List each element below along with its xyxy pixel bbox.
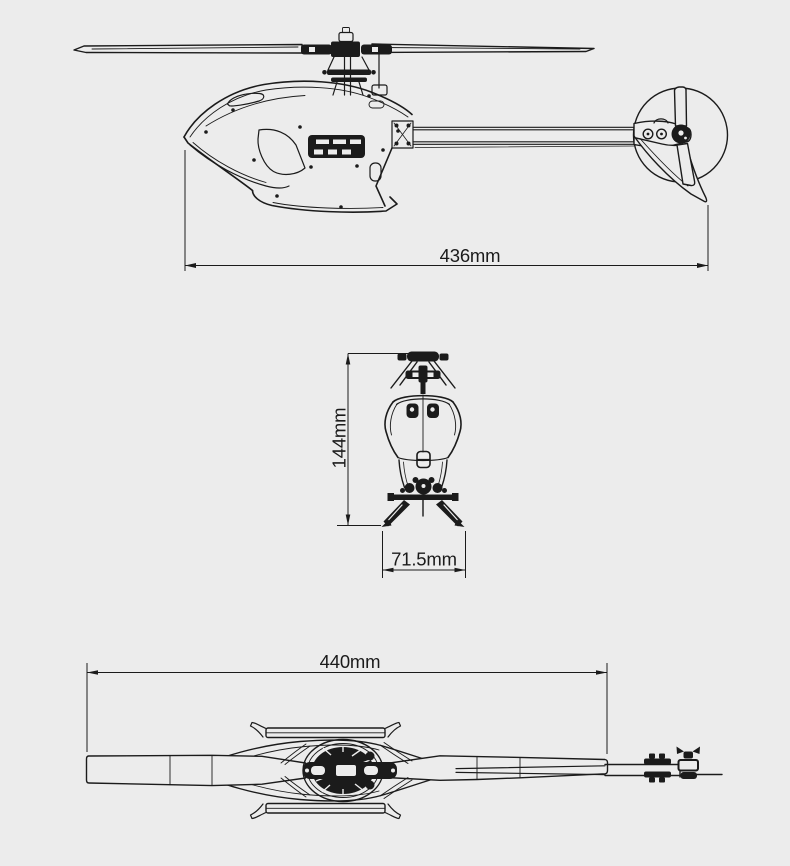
- arrowhead-left: [87, 670, 98, 675]
- arrowhead-right: [596, 670, 607, 675]
- arrowhead-left: [185, 263, 196, 268]
- tail-boom-side: [392, 121, 634, 148]
- dimension-rotor-span: [87, 651, 607, 754]
- tail-fin: [634, 136, 707, 202]
- frame-screws: [204, 94, 400, 209]
- tail-rotor-top-view: [644, 747, 722, 783]
- arrowhead-top: [346, 354, 351, 365]
- dimension-overall-length: [185, 150, 708, 271]
- tail-blade-tip: [677, 747, 685, 755]
- front-view: [329, 352, 466, 579]
- blade-left: [87, 755, 306, 785]
- rotor-span-dimension-label: 440mm: [319, 651, 381, 672]
- dimension-skid-width: [383, 531, 466, 578]
- landing-skid-side: [253, 191, 398, 213]
- canopy-side: [184, 81, 412, 209]
- length-dimension-label: 436mm: [439, 245, 501, 266]
- arrowhead-right: [697, 263, 708, 268]
- arrowhead-bottom: [346, 515, 351, 526]
- main-gear-top-view: [303, 740, 397, 802]
- tail-rotor-side: [634, 87, 728, 202]
- height-dimension-label: 144mm: [328, 407, 350, 469]
- tail-blade-upper: [675, 87, 687, 126]
- rotor-head-front: [391, 352, 455, 395]
- canopy-front: [385, 395, 461, 488]
- side-view: [74, 28, 728, 272]
- top-view: [87, 651, 723, 819]
- battery-box: [308, 135, 365, 158]
- landing-gear-front: [382, 500, 465, 527]
- skid-width-dimension-label: 71.5mm: [391, 548, 457, 570]
- tail-blade-tip: [693, 747, 701, 755]
- gear-cluster-front: [388, 477, 459, 501]
